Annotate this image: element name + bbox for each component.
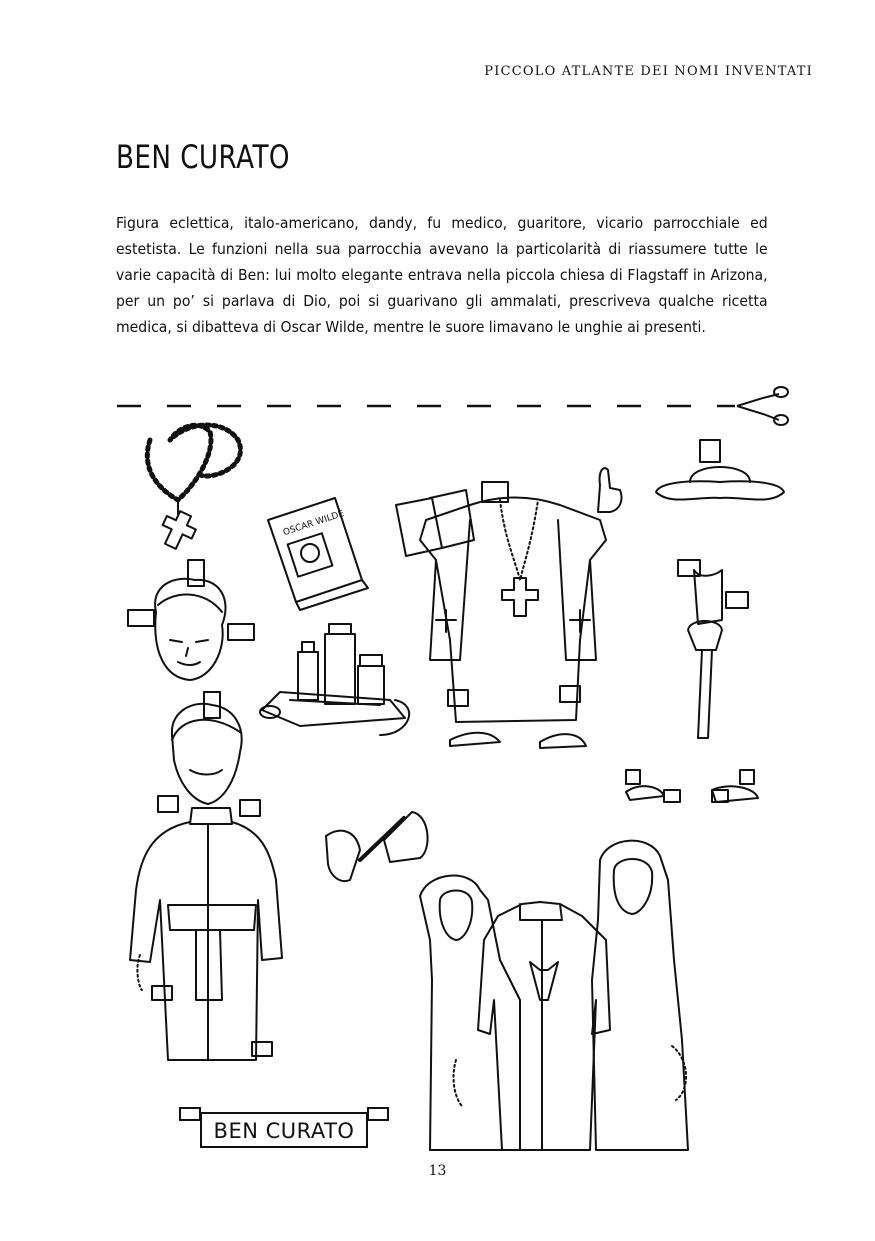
- entry-description: Figura eclettica, italo-americano, dandy, fu medico, guaritore, vicario parrocchiale ed estetista. Le funzioni nella sua parrocchia avevano la particolarità di riassumere tutte le varie capacità di Ben: lui molto elegante entrava nella piccola chiesa di Flagstaff in Arizona, per un po’ si parlava di Dio, poi si guarivano gli ammalati, prescriveva qualche ricetta medica, si dibatteva di Oscar Wilde, mentre le suore limavano le unghie ai presenti.: [116, 214, 768, 336]
- name-tab-flap-left: [180, 1108, 200, 1120]
- running-header: PICCOLO ATLANTE DEI NOMI INVENTATI: [484, 64, 813, 79]
- page-number: 13: [428, 1163, 447, 1179]
- name-tab-text: BEN CURATO: [213, 1119, 355, 1143]
- page-title: BEN CURATO: [116, 138, 290, 176]
- book-label: OSCAR WILDE: [281, 509, 346, 539]
- name-tab-flap-right: [368, 1108, 388, 1120]
- name-tab: [200, 1112, 368, 1148]
